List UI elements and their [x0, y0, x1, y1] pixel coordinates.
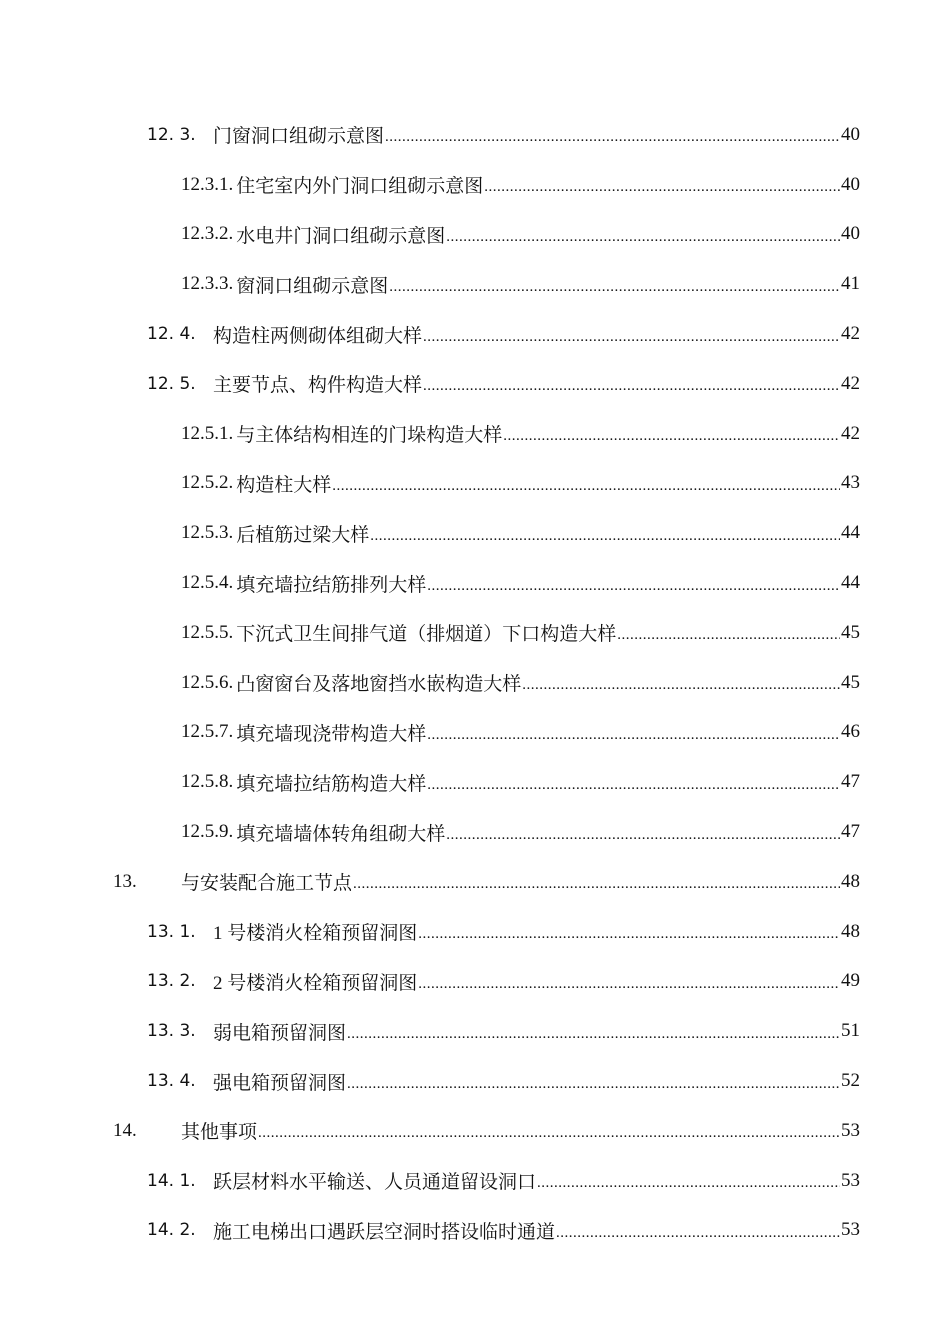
- toc-dot-leader: [617, 627, 840, 644]
- toc-entry-page: 45: [841, 621, 860, 643]
- toc-entry-number: 14.: [113, 1119, 137, 1141]
- toc-entry[interactable]: [0, 807, 950, 857]
- toc-entry-page: 40: [841, 173, 860, 195]
- toc-entry[interactable]: [0, 957, 950, 1007]
- toc-entry-page: 44: [841, 572, 860, 594]
- toc-entry-number: 12.3.3.: [181, 273, 234, 295]
- toc-entry-page: 47: [841, 771, 860, 793]
- toc-entry-title: 与主体结构相连的门垛构造大样: [236, 425, 503, 447]
- toc-entry-number: 12.5.4.: [181, 572, 234, 594]
- toc-entry-title: 构造柱大样: [236, 474, 332, 496]
- toc-entry-number: 13. 2.: [147, 971, 196, 992]
- toc-entry[interactable]: [0, 459, 950, 509]
- toc-entry[interactable]: [0, 309, 950, 359]
- toc-entry-number: 12.5.9.: [181, 821, 234, 843]
- toc-dot-leader: [446, 229, 840, 246]
- toc-entry-title: 强电箱预留洞图: [213, 1072, 347, 1094]
- toc-entry-number: 12.3.2.: [181, 223, 234, 245]
- toc-entry-page: 41: [841, 273, 860, 295]
- toc-dot-leader: [370, 528, 840, 545]
- toc-entry-title: 填充墙拉结筋排列大样: [236, 574, 427, 596]
- toc-dot-leader: [522, 677, 840, 694]
- toc-entry-title: 住宅室内外门洞口组砌示意图: [236, 176, 484, 198]
- toc-entry-title: 弱电箱预留洞图: [213, 1022, 347, 1044]
- toc-entry-number: 13. 4.: [147, 1071, 196, 1092]
- toc-entry-page: 53: [841, 1119, 860, 1141]
- toc-dot-leader: [389, 279, 840, 296]
- toc-dot-leader: [484, 179, 840, 196]
- toc-entry-page: 45: [841, 671, 860, 693]
- toc-dot-leader: [385, 129, 840, 146]
- toc-entry-title: 与安装配合施工节点: [181, 873, 353, 895]
- toc-dot-leader: [537, 1175, 840, 1192]
- toc-entry-number: 12.5.1.: [181, 422, 234, 444]
- toc-entry-page: 44: [841, 522, 860, 544]
- toc-entry[interactable]: [0, 857, 950, 907]
- toc-dot-leader: [446, 827, 840, 844]
- toc-entry[interactable]: [0, 1056, 950, 1106]
- toc-entry-page: 49: [841, 970, 860, 992]
- toc-entry[interactable]: [0, 1156, 950, 1206]
- toc-entry[interactable]: [0, 409, 950, 459]
- toc-entry-number: 13.: [113, 870, 137, 892]
- toc-entry-page: 42: [841, 372, 860, 394]
- toc-entry-title: 跃层材料水平输送、人员通道留设洞口: [213, 1172, 537, 1194]
- toc-entry-number: 12.5.5.: [181, 621, 234, 643]
- toc-dot-leader: [258, 1125, 840, 1142]
- toc-entry[interactable]: [0, 1206, 950, 1256]
- toc-entry[interactable]: [0, 259, 950, 309]
- toc-dot-leader: [427, 727, 840, 744]
- toc-dot-leader: [427, 777, 840, 794]
- toc-dot-leader: [332, 478, 840, 495]
- toc-entry-title: 填充墙现浇带构造大样: [236, 723, 427, 745]
- toc-entry-number: 12.5.7.: [181, 721, 234, 743]
- toc-entry-title: 1 号楼消火栓箱预留洞图: [213, 923, 418, 945]
- toc-entry-number: 12. 5.: [147, 373, 196, 394]
- toc-entry-number: 12.5.6.: [181, 671, 234, 693]
- toc-entry-page: 48: [841, 920, 860, 942]
- toc-entry[interactable]: [0, 558, 950, 608]
- toc-entry-number: 12.5.2.: [181, 472, 234, 494]
- toc-entry[interactable]: [0, 757, 950, 807]
- toc-entry-title: 下沉式卫生间排气道（排烟道）下口构造大样: [236, 624, 617, 646]
- toc-dot-leader: [423, 329, 840, 346]
- toc-entry-title: 水电井门洞口组砌示意图: [236, 225, 446, 247]
- toc-entry-number: 12.5.8.: [181, 771, 234, 793]
- toc-entry-title: 主要节点、构件构造大样: [213, 375, 423, 397]
- toc-entry-title: 凸窗窗台及落地窗挡水嵌构造大样: [236, 674, 522, 696]
- toc-entry-number: 13. 3.: [147, 1021, 196, 1042]
- toc-entry-number: 13. 1.: [147, 921, 196, 942]
- toc-entry[interactable]: [0, 1106, 950, 1156]
- toc-entry[interactable]: [0, 359, 950, 409]
- toc-entry-page: 46: [841, 721, 860, 743]
- toc-entry-title: 填充墙墙体转角组砌大样: [236, 823, 446, 845]
- toc-entry[interactable]: [0, 508, 950, 558]
- toc-entry-title: 2 号楼消火栓箱预留洞图: [213, 972, 418, 994]
- toc-entry-page: 42: [841, 323, 860, 345]
- toc-entry-number: 12. 4.: [147, 324, 196, 345]
- toc-entry-page: 43: [841, 472, 860, 494]
- toc-entry-page: 53: [841, 1169, 860, 1191]
- toc-entry-page: 40: [841, 223, 860, 245]
- toc-entry[interactable]: [0, 1006, 950, 1056]
- toc-dot-leader: [427, 578, 840, 595]
- toc-dot-leader: [347, 1076, 840, 1093]
- toc-entry-number: 12.3.1.: [181, 173, 234, 195]
- toc-dot-leader: [503, 428, 840, 445]
- toc-entry-title: 填充墙拉结筋构造大样: [236, 773, 427, 795]
- toc-entry-title: 构造柱两侧砌体组砌大样: [213, 325, 423, 347]
- toc-dot-leader: [418, 926, 840, 943]
- toc-dot-leader: [347, 1026, 840, 1043]
- toc-dot-leader: [423, 378, 840, 395]
- toc-entry[interactable]: [0, 708, 950, 758]
- table-of-contents: [0, 110, 950, 1255]
- toc-entry-page: 51: [841, 1020, 860, 1042]
- toc-entry-title: 窗洞口组砌示意图: [236, 275, 389, 297]
- toc-entry-page: 53: [841, 1219, 860, 1241]
- toc-entry-number: 12.5.3.: [181, 522, 234, 544]
- toc-entry[interactable]: [0, 907, 950, 957]
- toc-entry[interactable]: [0, 210, 950, 260]
- toc-entry[interactable]: [0, 608, 950, 658]
- toc-entry[interactable]: [0, 658, 950, 708]
- toc-entry[interactable]: [0, 160, 950, 210]
- toc-entry-title: 施工电梯出口遇跃层空洞时搭设临时通道: [213, 1221, 556, 1243]
- toc-dot-leader: [353, 876, 840, 893]
- toc-entry-title: 后植筋过梁大样: [236, 524, 370, 546]
- toc-entry-number: 14. 1.: [147, 1170, 196, 1191]
- toc-entry-page: 52: [841, 1070, 860, 1092]
- toc-entry-page: 48: [841, 870, 860, 892]
- toc-entry-page: 47: [841, 821, 860, 843]
- toc-entry-title: 其他事项: [181, 1122, 258, 1144]
- toc-dot-leader: [556, 1225, 840, 1242]
- toc-entry-title: 门窗洞口组砌示意图: [213, 126, 385, 148]
- toc-entry[interactable]: [0, 110, 950, 160]
- toc-entry-page: 42: [841, 422, 860, 444]
- toc-entry-number: 14. 2.: [147, 1220, 196, 1241]
- toc-dot-leader: [418, 976, 840, 993]
- toc-entry-number: 12. 3.: [147, 124, 196, 145]
- toc-entry-page: 40: [841, 123, 860, 145]
